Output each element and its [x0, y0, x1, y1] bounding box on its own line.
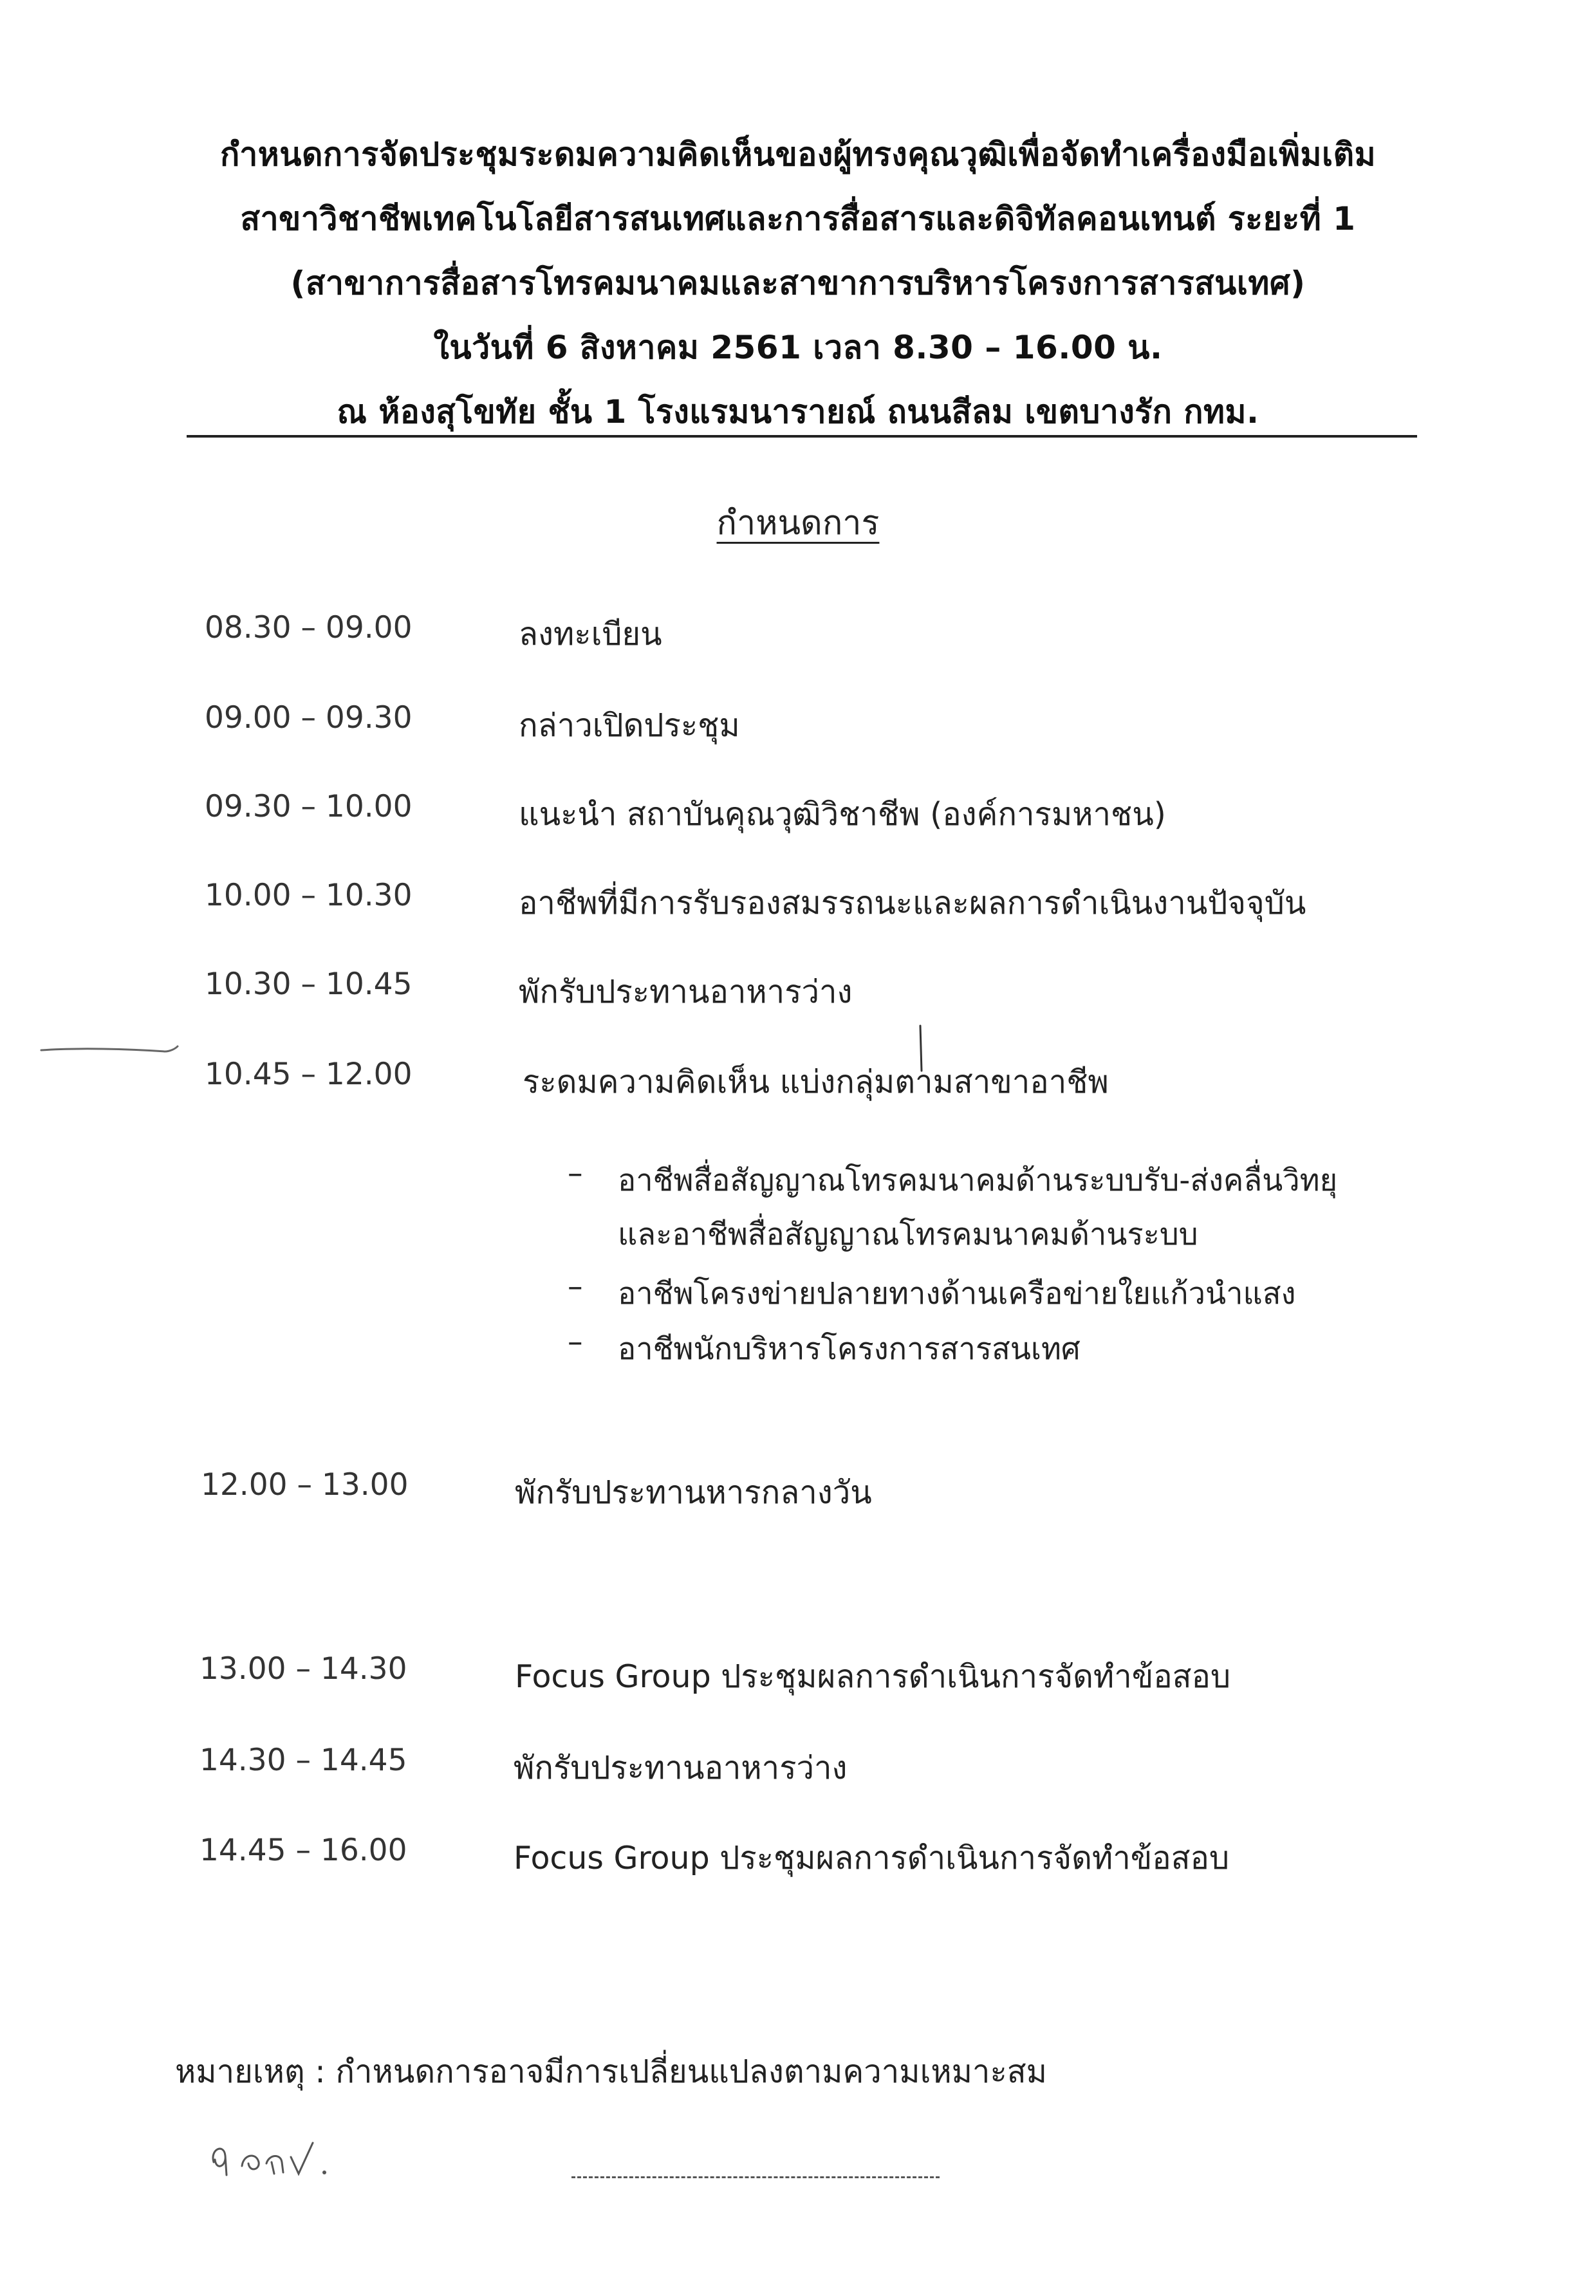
breakout-dash: – [568, 1156, 583, 1191]
schedule-time: 14.45 – 16.00 [200, 1833, 407, 1868]
breakout-dash: – [568, 1269, 583, 1304]
header-line-branches: (สาขาการสื่อสารโทรคมนาคมและสาขาการบริหารโครงการสารสนเทศ) [290, 264, 1306, 302]
schedule-row [0, 1743, 1596, 1794]
document-header [0, 122, 1596, 444]
note-text: หมายเหตุ : กำหนดการอาจมีการเปลี่ยนแปลงตามความเหมาะสม [175, 2053, 1047, 2090]
schedule-activity: ลงทะเบียน [519, 616, 662, 653]
schedule-time: 10.30 – 10.45 [205, 967, 413, 1002]
schedule-row [0, 1467, 1596, 1519]
schedule-time: 08.30 – 09.00 [205, 610, 413, 645]
signature-line [571, 2176, 940, 2178]
schedule-activity: อาชีพที่มีการรับรองสมรรถนะและผลการดำเนินงานปัจจุบัน [519, 885, 1306, 921]
header-divider [187, 435, 1417, 438]
header-line-field: สาขาวิชาชีพเทคโนโลยีสารสนเทศและการสื่อสารและดิจิทัลคอนเทนต์ ระยะที่ 1 [240, 200, 1356, 237]
breakout-text: อาชีพสื่อสัญญาณโทรคมนาคมด้านระบบรับ-ส่งคลื่นวิทยุ [618, 1163, 1338, 1198]
schedule-activity: พักรับประทานอาหารว่าง [514, 1750, 848, 1786]
schedule-time: 10.00 – 10.30 [205, 878, 413, 913]
schedule-time: 12.00 – 13.00 [201, 1467, 409, 1503]
schedule-time: 10.45 – 12.00 [205, 1057, 413, 1092]
schedule-row [0, 1651, 1596, 1703]
schedule-row [0, 967, 1596, 1018]
schedule-row [0, 1057, 1596, 1108]
schedule-activity: พักรับประทานหารกลางวัน [515, 1474, 872, 1511]
schedule-row [0, 1833, 1596, 1884]
schedule-activity: แนะนำ สถาบันคุณวุฒิวิชาชีพ (องค์การมหาชน) [519, 796, 1166, 833]
schedule-activity: ระดมความคิดเห็น แบ่งกลุ่มตามสาขาอาชีพ [523, 1064, 1109, 1100]
schedule-activity: กล่าวเปิดประชุม [519, 707, 740, 744]
breakout-dash: – [568, 1324, 583, 1360]
schedule-time: 09.00 – 09.30 [205, 700, 413, 736]
pen-stroke-mark [39, 1036, 180, 1062]
schedule-activity: Focus Group ประชุมผลการดำเนินการจัดทำข้อสอบ [515, 1658, 1231, 1695]
schedule-row [0, 878, 1596, 929]
schedule-row [0, 789, 1596, 840]
schedule-row [0, 700, 1596, 752]
schedule-activity: Focus Group ประชุมผลการดำเนินการจัดทำข้อสอบ [514, 1840, 1230, 1876]
header-line-date: ในวันที่ 6 สิงหาคม 2561 เวลา 8.30 – 16.00 น. [433, 329, 1163, 366]
header-line-title: กำหนดการจัดประชุมระดมความคิดเห็นของผู้ทรงคุณวุฒิเพื่อจัดทำเครื่องมือเพิ่มเติม [219, 136, 1377, 173]
breakout-text: อาชีพโครงข่ายปลายทางด้านเครือข่ายใยแก้วนำแสง [618, 1276, 1296, 1311]
pen-tick-mark [914, 1023, 927, 1075]
breakout-text: อาชีพนักบริหารโครงการสารสนเทศ [618, 1331, 1081, 1367]
schedule-time: 14.30 – 14.45 [200, 1743, 407, 1778]
schedule-time: 09.30 – 10.00 [205, 789, 413, 824]
breakout-text: และอาชีพสื่อสัญญาณโทรคมนาคมด้านระบบ [618, 1217, 1198, 1252]
schedule-row [0, 610, 1596, 662]
schedule-title-text: กำหนดการ [716, 504, 880, 542]
schedule-activity: พักรับประทานอาหารว่าง [519, 974, 853, 1010]
handwritten-initials-signature [205, 2124, 333, 2188]
schedule-title [0, 495, 1596, 549]
header-line-venue: ณ ห้องสุโขทัย ชั้น 1 โรงแรมนารายณ์ ถนนสีลม เขตบางรัก กทม. [337, 393, 1259, 430]
schedule-time: 13.00 – 14.30 [200, 1651, 407, 1687]
